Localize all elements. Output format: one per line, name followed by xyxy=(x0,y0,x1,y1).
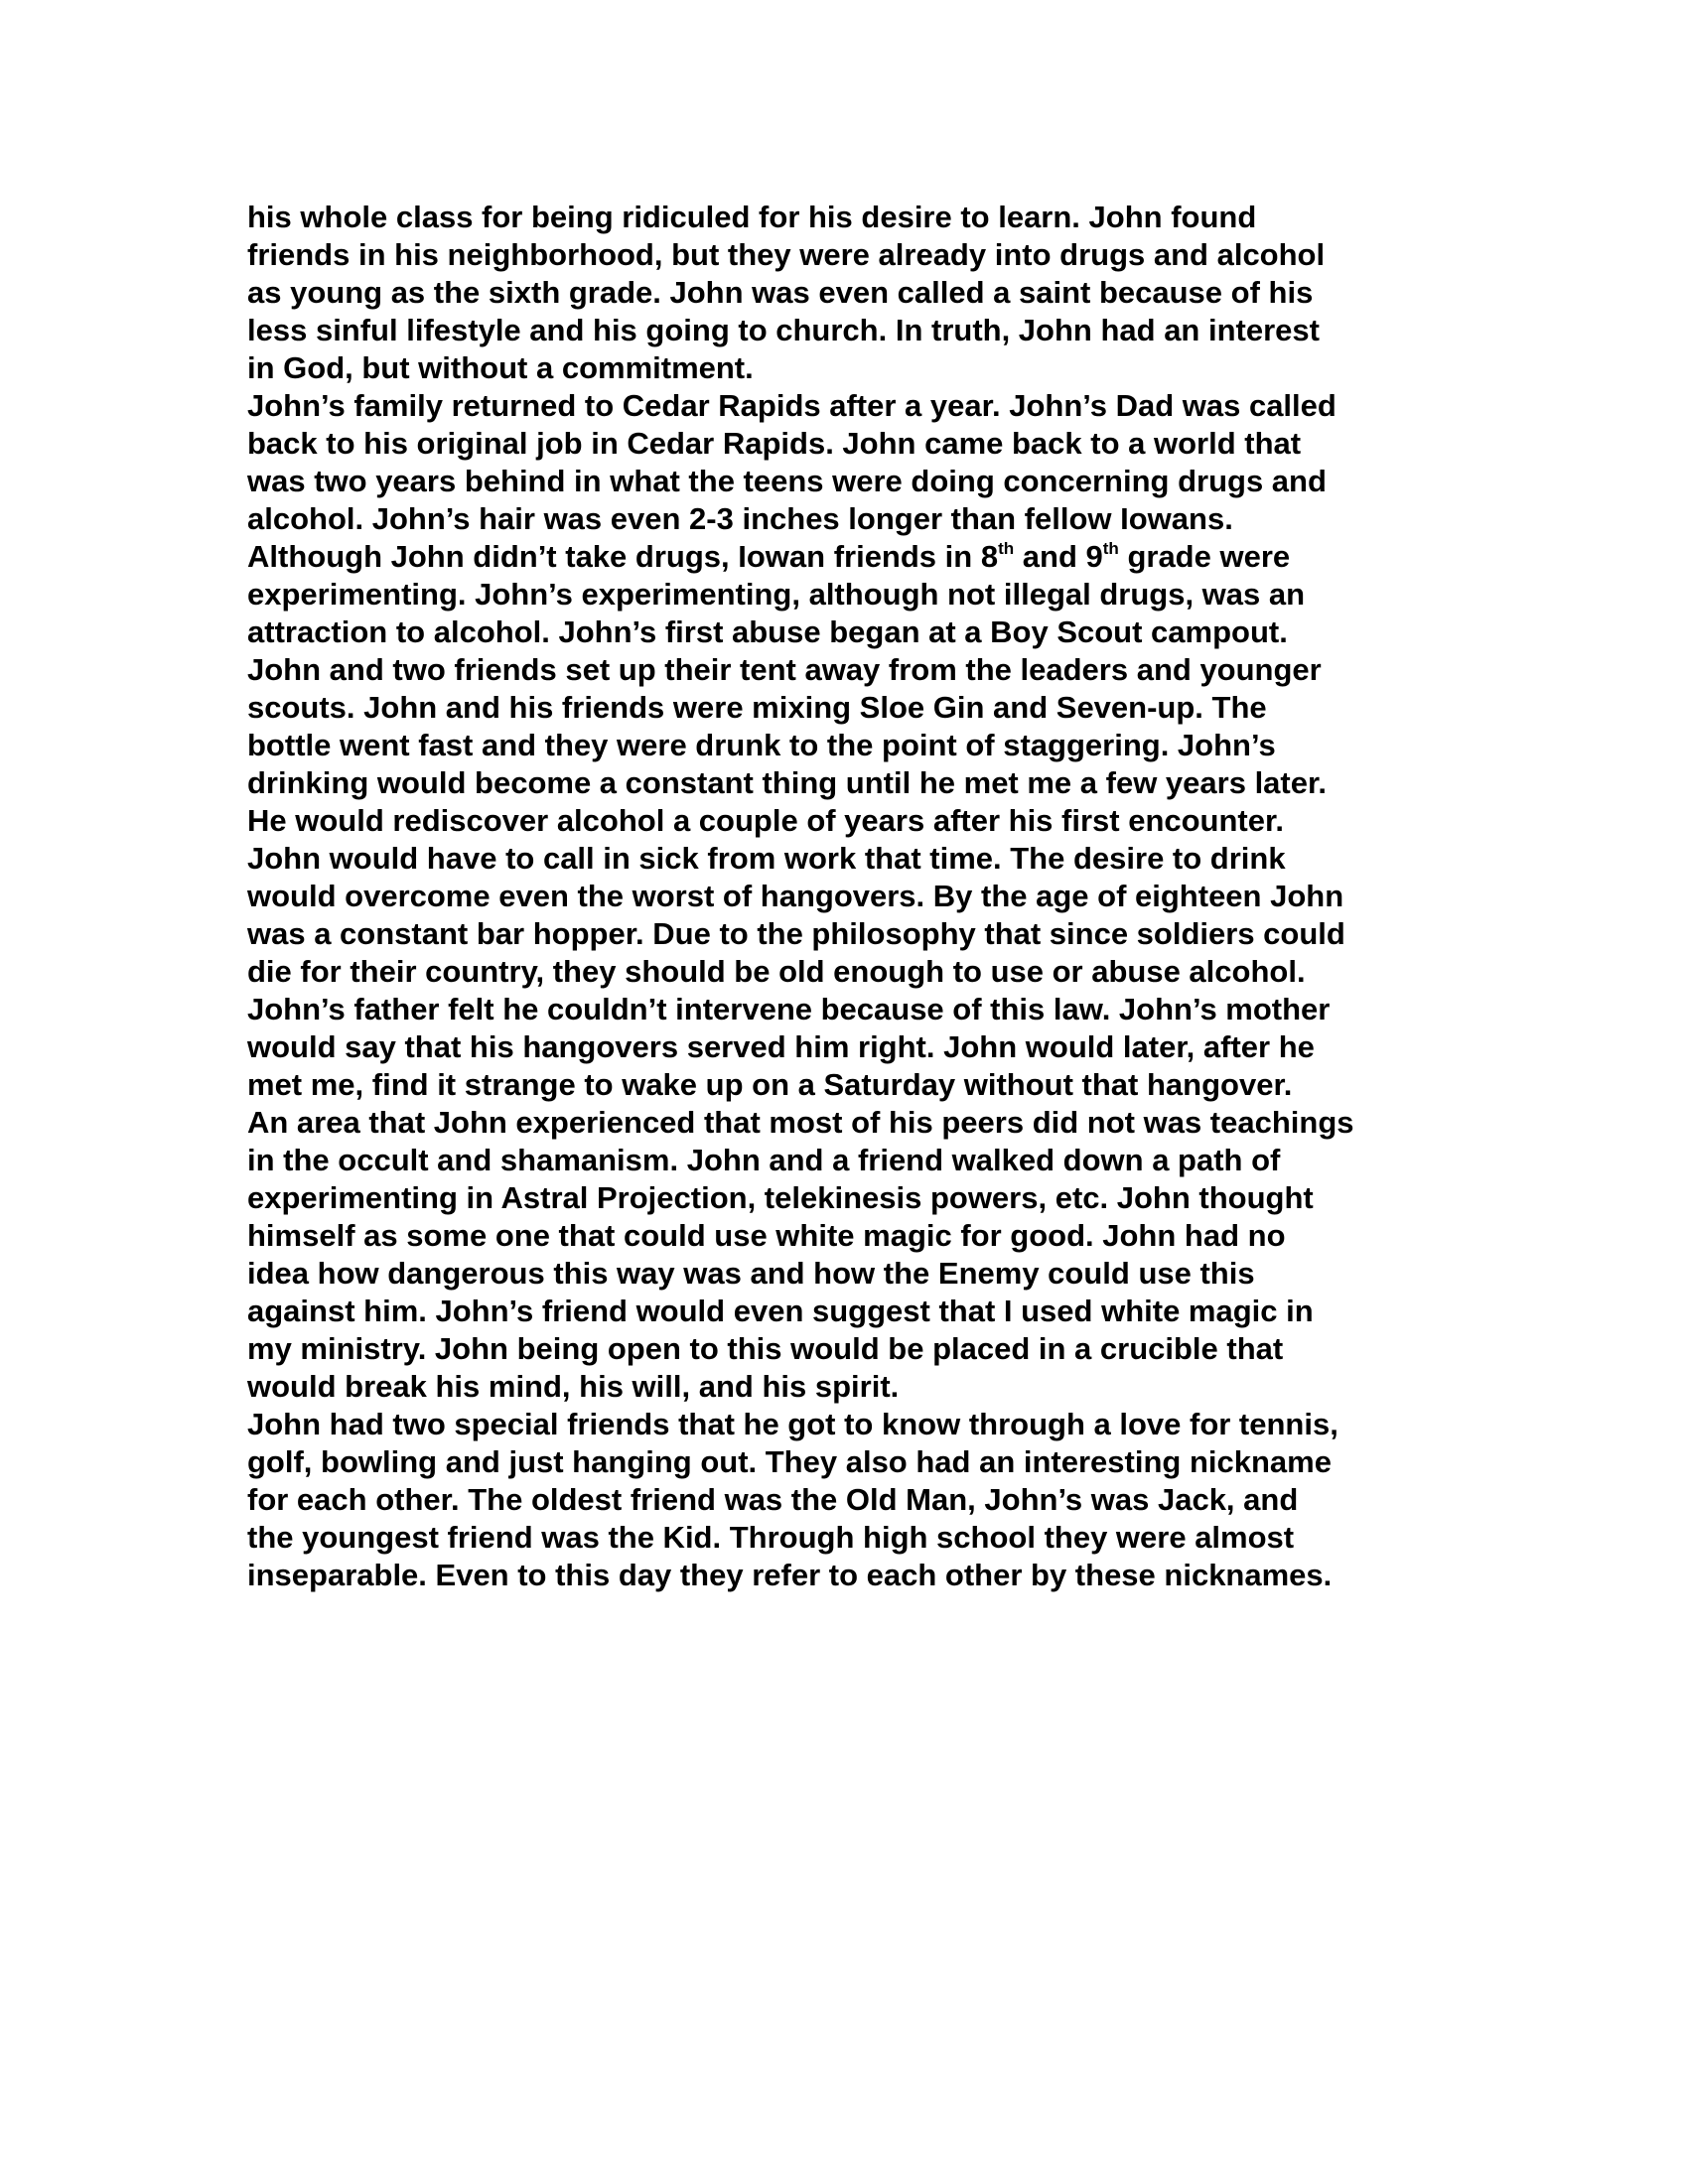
text-line: idea how dangerous this way was and how the Enemy could use this xyxy=(247,1256,1255,1291)
text-line: experimenting in Astral Projection, telekinesis powers, etc. John thought xyxy=(247,1180,1314,1215)
text-line: as young as the sixth grade. John was even called a saint because of his xyxy=(247,275,1314,310)
text-line: alcohol. John’s hair was even 2-3 inches longer than fellow Iowans. xyxy=(247,501,1233,536)
text-line: friends in his neighborhood, but they were already into drugs and alcohol xyxy=(247,237,1326,272)
text-line: drinking would become a constant thing until he met me a few years later. xyxy=(247,765,1327,800)
text-line: was two years behind in what the teens were doing concerning drugs and xyxy=(247,464,1327,498)
text-line: his whole class for being ridiculed for his desire to learn. John found xyxy=(247,200,1257,234)
text-line: inseparable. Even to this day they refer to each other by these nicknames. xyxy=(247,1558,1333,1592)
text-line: experimenting. John’s experimenting, although not illegal drugs, was an xyxy=(247,577,1306,612)
text-line: was a constant bar hopper. Due to the philosophy that since soldiers could xyxy=(247,916,1345,951)
text-line: my ministry. John being open to this would be placed in a crucible that xyxy=(247,1331,1284,1366)
text-line: less sinful lifestyle and his going to church. In truth, John had an interest xyxy=(247,313,1320,347)
text-line: himself as some one that could use white magic for good. John had no xyxy=(247,1218,1286,1253)
text-line: bottle went fast and they were drunk to the point of staggering. John’s xyxy=(247,728,1276,762)
text-line: He would rediscover alcohol a couple of years after his first encounter. xyxy=(247,803,1284,838)
text-line: John would have to call in sick from work that time. The desire to drink xyxy=(247,841,1286,876)
ordinal-suffix: th xyxy=(998,539,1015,559)
text-line: John and two friends set up their tent away from the leaders and younger xyxy=(247,652,1322,687)
text-line: golf, bowling and just hanging out. They also had an interesting nickname xyxy=(247,1444,1332,1479)
text-segment: Although John didn’t take drugs, Iowan friends in 8 xyxy=(247,539,999,574)
text-line: attraction to alcohol. John’s first abuse began at a Boy Scout campout. xyxy=(247,614,1288,649)
text-line: John had two special friends that he got to know through a love for tennis, xyxy=(247,1407,1338,1441)
text-line: John’s father felt he couldn’t intervene because of this law. John’s mother xyxy=(247,992,1331,1026)
text-line: John’s family returned to Cedar Rapids after a year. John’s Dad was called xyxy=(247,388,1336,423)
text-line: against him. John’s friend would even suggest that I used white magic in xyxy=(247,1294,1314,1328)
text-line: would overcome even the worst of hangovers. By the age of eighteen John xyxy=(247,879,1344,913)
text-line: An area that John experienced that most of his peers did not was teachings xyxy=(247,1105,1354,1140)
text-line: back to his original job in Cedar Rapids. John came back to a world that xyxy=(247,426,1302,461)
text-line: in God, but without a commitment. xyxy=(247,350,754,385)
body-text xyxy=(247,199,1558,1594)
text-line-with-superscripts xyxy=(247,538,1558,576)
text-line: for each other. The oldest friend was the Old Man, John’s was Jack, and xyxy=(247,1482,1299,1517)
text-segment: grade were xyxy=(1118,539,1291,574)
text-line: the youngest friend was the Kid. Through high school they were almost xyxy=(247,1520,1295,1555)
text-line: scouts. John and his friends were mixing Sloe Gin and Seven-up. The xyxy=(247,690,1267,725)
ordinal-suffix: th xyxy=(1102,539,1119,559)
text-segment: and 9 xyxy=(1014,539,1103,574)
text-line: would say that his hangovers served him right. John would later, after he xyxy=(247,1029,1315,1064)
text-line: met me, find it strange to wake up on a Saturday without that hangover. xyxy=(247,1067,1293,1102)
text-line: die for their country, they should be old enough to use or abuse alcohol. xyxy=(247,954,1306,989)
text-line: in the occult and shamanism. John and a friend walked down a path of xyxy=(247,1143,1281,1177)
text-line: would break his mind, his will, and his spirit. xyxy=(247,1369,900,1404)
